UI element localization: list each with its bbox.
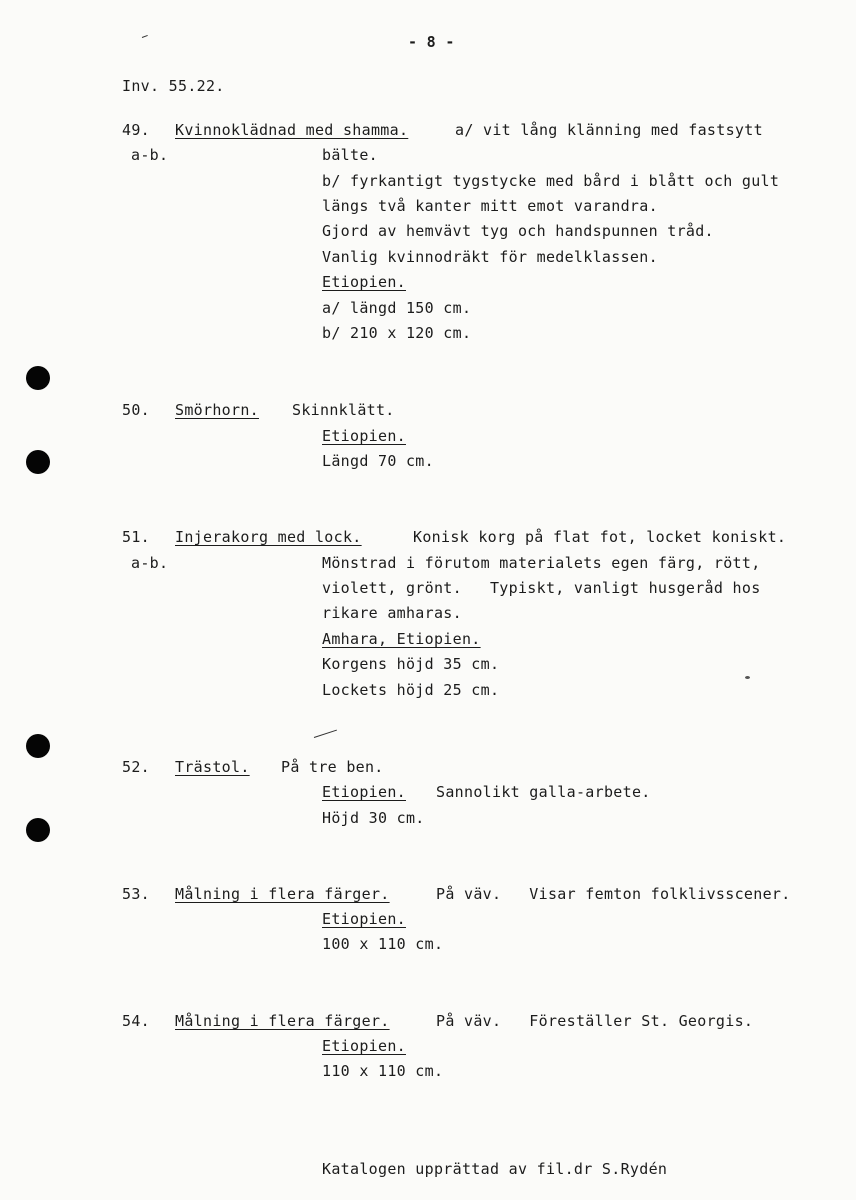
punch-hole: [26, 450, 50, 474]
entry-measure: Höjd 30 cm.: [322, 809, 425, 827]
entry-line: rikare amharas.: [322, 604, 462, 622]
entry-line: violett, grönt. Typiskt, vanligt husgeråd hos: [322, 579, 761, 597]
entry-place: Etiopien.: [322, 427, 406, 445]
entry-title: Kvinnoklädnad med shamma.: [175, 121, 409, 139]
entry-first-line: a/ vit lång klänning med fastsytt: [455, 121, 763, 139]
entry-measure: 100 x 110 cm.: [322, 935, 444, 953]
entry-number: 50.: [122, 401, 150, 419]
inventory-number: Inv. 55.22.: [122, 77, 225, 95]
entry-measure: Längd 70 cm.: [322, 452, 434, 470]
page-number: - 8 -: [408, 33, 455, 51]
pen-mark: [142, 35, 148, 38]
entry-first-line: Konisk korg på flat fot, locket koniskt.: [413, 528, 787, 546]
entry-title: Målning i flera färger.: [175, 1012, 390, 1030]
entry-first-line: På tre ben.: [281, 758, 384, 776]
entry-title: Injerakorg med lock.: [175, 528, 362, 546]
entry-measure: Korgens höjd 35 cm.: [322, 655, 500, 673]
entry-first-line: Skinnklätt.: [292, 401, 395, 419]
speck: [745, 676, 750, 679]
entry-place: Amhara, Etiopien.: [322, 630, 481, 648]
entry-number: 54.: [122, 1012, 150, 1030]
entry-measure: Lockets höjd 25 cm.: [322, 681, 500, 699]
entry-measure: 110 x 110 cm.: [322, 1062, 444, 1080]
entry-line: Vanlig kvinnodräkt för medelklassen.: [322, 248, 658, 266]
entry-subitems: a-b.: [131, 554, 169, 572]
entry-subitems: a-b.: [131, 146, 169, 164]
entry-title: Trästol.: [175, 758, 250, 776]
pen-mark: [314, 730, 337, 738]
punch-hole: [26, 734, 50, 758]
entry-line: Mönstrad i förutom materialets egen färg, rött,: [322, 554, 761, 572]
catalog-author-line: Katalogen upprättad av fil.dr S.Rydén: [322, 1160, 668, 1178]
entry-line: b/ fyrkantigt tygstycke med bård i blått och gult: [322, 172, 780, 190]
entry-number: 49.: [122, 121, 150, 139]
entry-place-note: Sannolikt galla-arbete.: [436, 783, 651, 801]
entry-place: Etiopien.: [322, 910, 406, 928]
entry-first-line: På väv. Föreställer St. Georgis.: [436, 1012, 754, 1030]
entry-place: Etiopien.: [322, 783, 406, 801]
entry-line: längs två kanter mitt emot varandra.: [322, 197, 658, 215]
entry-measure: a/ längd 150 cm.: [322, 299, 472, 317]
entry-title: Smörhorn.: [175, 401, 259, 419]
entry-first-line: På väv. Visar femton folklivsscener.: [436, 885, 791, 903]
entry-place: Etiopien.: [322, 1037, 406, 1055]
entry-title: Målning i flera färger.: [175, 885, 390, 903]
entry-number: 53.: [122, 885, 150, 903]
entry-line: bälte.: [322, 146, 378, 164]
entry-place: Etiopien.: [322, 273, 406, 291]
entry-measure: b/ 210 x 120 cm.: [322, 324, 472, 342]
entry-line: Gjord av hemvävt tyg och handspunnen tråd.: [322, 222, 714, 240]
punch-hole: [26, 818, 50, 842]
entry-number: 52.: [122, 758, 150, 776]
punch-hole: [26, 366, 50, 390]
entry-number: 51.: [122, 528, 150, 546]
